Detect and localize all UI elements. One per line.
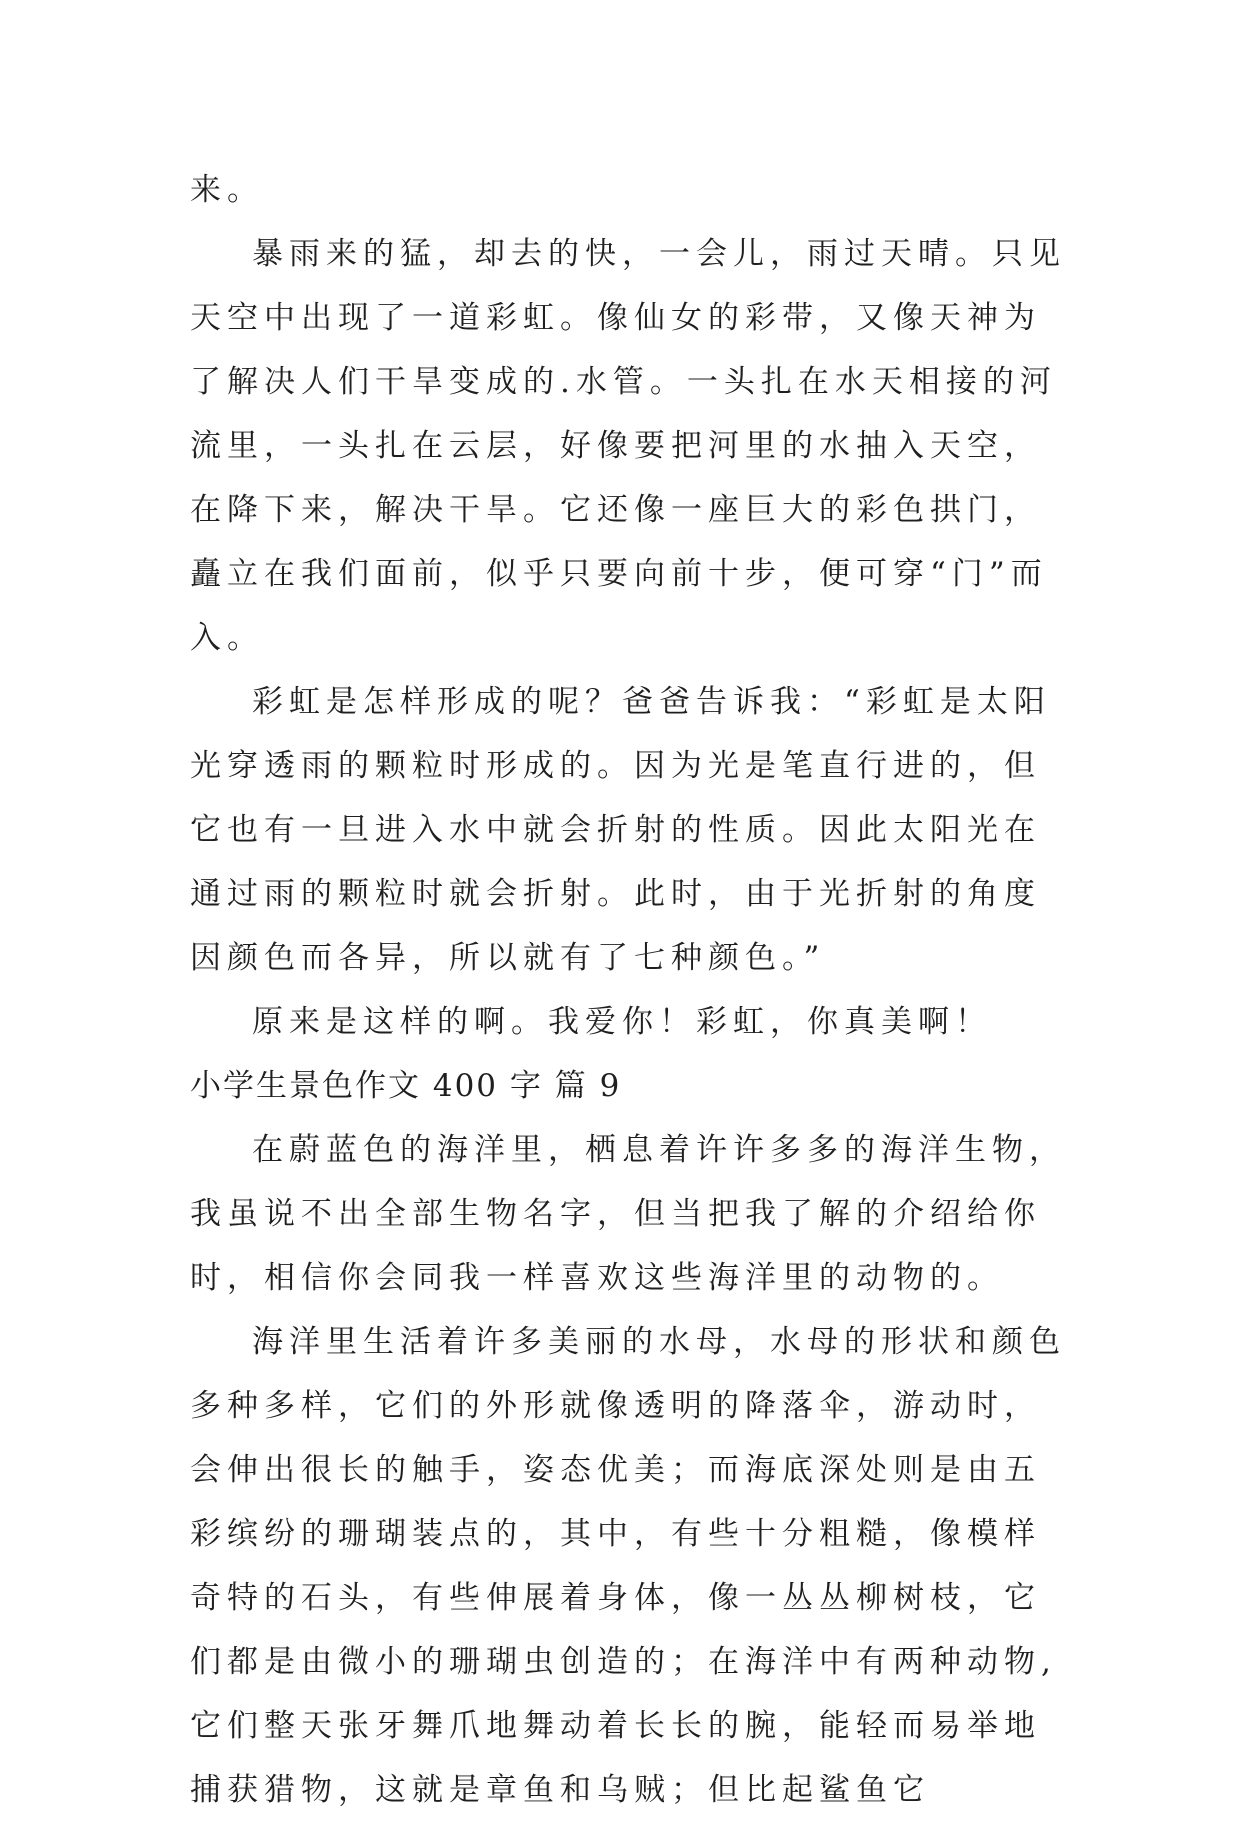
- paragraph: 彩虹是怎样形成的呢？爸爸告诉我：“彩虹是太阳光穿透雨的颗粒时形成的。因为光是笔直行进的，但它也有一旦进入水中就会折射的性质。因此太阳光在通过雨的颗粒时就会折射。此时，由于光折射的角度因颜色而各异，所以就有了七种颜色。”: [190, 684, 1051, 976]
- document-body: [190, 158, 1070, 1822]
- paragraph: 原来是这样的啊。我爱你！彩虹，你真美啊！: [252, 1004, 992, 1040]
- section-heading: 小学生景色作文 400 字 篇 9: [190, 1068, 622, 1104]
- paragraph: 来。: [190, 172, 264, 208]
- paragraph: 在蔚蓝色的海洋里，栖息着许许多多的海洋生物，我虽说不出全部生物名字，但当把我了解的介绍给你时，相信你会同我一样喜欢这些海洋里的动物的。: [190, 1132, 1066, 1296]
- paragraph: 海洋里生活着许多美丽的水母，水母的形状和颜色多种多样，它们的外形就像透明的降落伞，游动时，会伸出很长的触手，姿态优美；而海底深处则是由五彩缤纷的珊瑚装点的，其中，有些十分粗糙，像模样奇特的石头，有些伸展着身体，像一丛丛柳树枝，它们都是由微小的珊瑚虫创造的；在海洋中有两种动物,它们整天张牙舞爪地舞动着长长的腕，能轻而易举地捕获猎物，这就是章鱼和乌贼；但比起鲨鱼它: [190, 1324, 1066, 1808]
- paragraph: 暴雨来的猛，却去的快，一会儿，雨过天晴。只见天空中出现了一道彩虹。像仙女的彩带，又像天神为了解决人们干旱变成的.水管。一头扎在水天相接的河流里，一头扎在云层，好像要把河里的水抽入天空，在降下来，解决干旱。它还像一座巨大的彩色拱门，矗立在我们面前，似乎只要向前十步，便可穿“门”而入。: [190, 236, 1066, 656]
